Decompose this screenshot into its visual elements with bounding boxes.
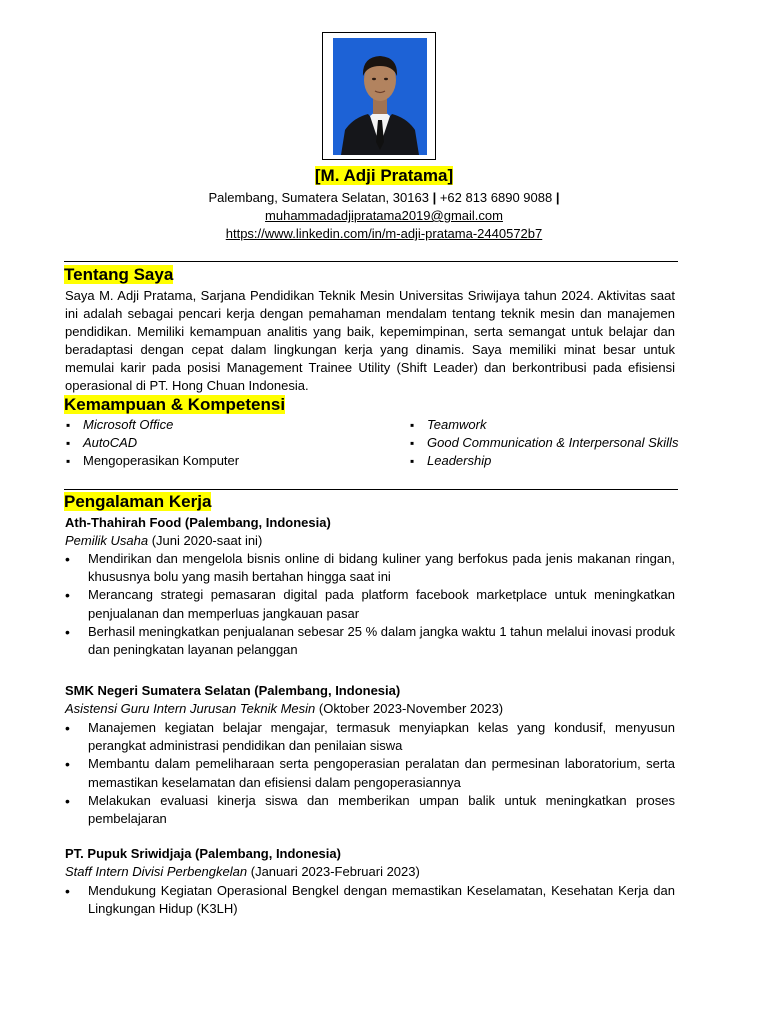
job-period: (Januari 2023-Februari 2023) <box>250 864 420 879</box>
skill-item <box>66 416 239 434</box>
section-heading-skills-text: Kemampuan & Kompetensi <box>64 395 286 414</box>
skill-text: Mengoperasikan Komputer <box>83 453 240 469</box>
linkedin-link[interactable]: https://www.linkedin.com/in/m-adji-pratama-2440572b7 <box>225 226 543 241</box>
person-portrait-icon <box>333 38 427 155</box>
divider <box>64 489 678 490</box>
skill-text: Teamwork <box>427 417 487 432</box>
contact-line <box>0 190 768 205</box>
job-bullets <box>65 550 675 659</box>
divider <box>64 261 678 262</box>
skill-text: AutoCAD <box>83 435 138 451</box>
job-bullet: • Mendirikan dan mengelola bisnis online di bidang kuliner yang berfokus pada jenis makanan ringan, khususnya bolu yang masih bertahan hingga saat ini <box>65 550 675 586</box>
skill-item <box>410 452 678 470</box>
separator: | <box>432 190 440 205</box>
job-period: (Juni 2020-saat ini) <box>151 533 263 548</box>
section-heading-about-text: Tentang Saya <box>64 265 174 284</box>
job-bullets <box>65 719 675 828</box>
about-paragraph: Saya M. Adji Pratama, Sarjana Pendidikan Teknik Mesin Universitas Sriwijaya tahun 2024. Aktivitas saat ini adalah sebagai pencari kerja dengan pemahaman mendalam tentang teknik mesin dan manajemen pendidikan. Memiliki kemampuan analitis yang baik, kepemimpinan, serta semangat untuk belajar dan beradaptasi dengan cepat dalam lingkungan kerja yang dinamis. Saya memiliki minat besar untuk memulai karir pada posisi Management Trainee Utility (Shift Leader) dan berkontribusi pada efisiensi operasional di PT. Hong Chuan Indonesia. <box>65 288 675 393</box>
job-role <box>65 533 262 548</box>
phone-text: +62 813 6890 9088 <box>439 190 553 205</box>
job-bullet: • Manajemen kegiatan belajar mengajar, termasuk menyiapkan kelas yang kondusif, menyusun perangkat administrasi pendidikan dan penilaian siswa <box>65 719 675 755</box>
job-role <box>65 701 503 716</box>
candidate-name-text: [M. Adji Pratama] <box>314 166 454 185</box>
job-company: PT. Pupuk Sriwidjaja (Palembang, Indonesia) <box>65 846 341 861</box>
candidate-name <box>0 166 768 186</box>
job-bullet: • Membantu dalam pemeliharaan serta pengoperasian peralatan dan permesinan laboratorium, serta memastikan keselamatan dan efisiensi dalam pengoperasiannya <box>65 755 675 791</box>
skill-text: Microsoft Office <box>83 417 174 432</box>
skill-item <box>410 434 678 452</box>
job-bullets <box>65 882 675 918</box>
section-heading-skills <box>64 395 285 415</box>
job-position: Pemilik Usaha <box>65 533 149 548</box>
job-period: (Oktober 2023-November 2023) <box>318 701 504 716</box>
separator: | <box>555 190 560 205</box>
profile-photo <box>333 38 427 155</box>
skill-text: Good Communication & Interpersonal Skills <box>427 435 679 451</box>
section-heading-experience <box>64 492 211 512</box>
job-company: SMK Negeri Sumatera Selatan (Palembang, Indonesia) <box>65 683 401 698</box>
job-bullet: • Merancang strategi pemasaran digital pada platform facebook marketplace untuk meningkatkan penjualanan dan memperluas jangkauan pasar <box>65 586 675 622</box>
job-position: Staff Intern Divisi Perbengkelan <box>65 864 248 879</box>
skills-list-right <box>410 416 678 471</box>
job-role <box>65 864 420 879</box>
job-bullet: • Berhasil meningkatkan penjualanan sebesar 25 % dalam jangka waktu 1 tahun melalui inovasi produk dan peningkatan layanan pelanggan <box>65 623 675 659</box>
skill-item <box>410 416 678 434</box>
skill-item <box>66 452 239 470</box>
job-bullet: • Mendukung Kegiatan Operasional Bengkel dengan memastikan Keselamatan, Kesehatan Kerja dan Lingkungan Hidup (K3LH) <box>65 882 675 918</box>
skills-list-left <box>66 416 239 471</box>
address-text: Palembang, Sumatera Selatan, 30163 <box>208 190 429 205</box>
job-bullet: • Melakukan evaluasi kinerja siswa dan memberikan umpan balik untuk meningkatkan proses pembelajaran <box>65 792 675 828</box>
email-link[interactable]: muhammadadjipratama2019@gmail.com <box>265 208 503 223</box>
job-company: Ath-Thahirah Food (Palembang, Indonesia) <box>65 515 331 530</box>
section-heading-about <box>64 265 173 285</box>
section-heading-experience-text: Pengalaman Kerja <box>64 492 212 511</box>
skill-item <box>66 434 239 452</box>
job-position: Asistensi Guru Intern Jurusan Teknik Mesin <box>65 701 316 716</box>
profile-photo-frame <box>322 32 436 160</box>
skill-text: Leadership <box>427 453 492 469</box>
